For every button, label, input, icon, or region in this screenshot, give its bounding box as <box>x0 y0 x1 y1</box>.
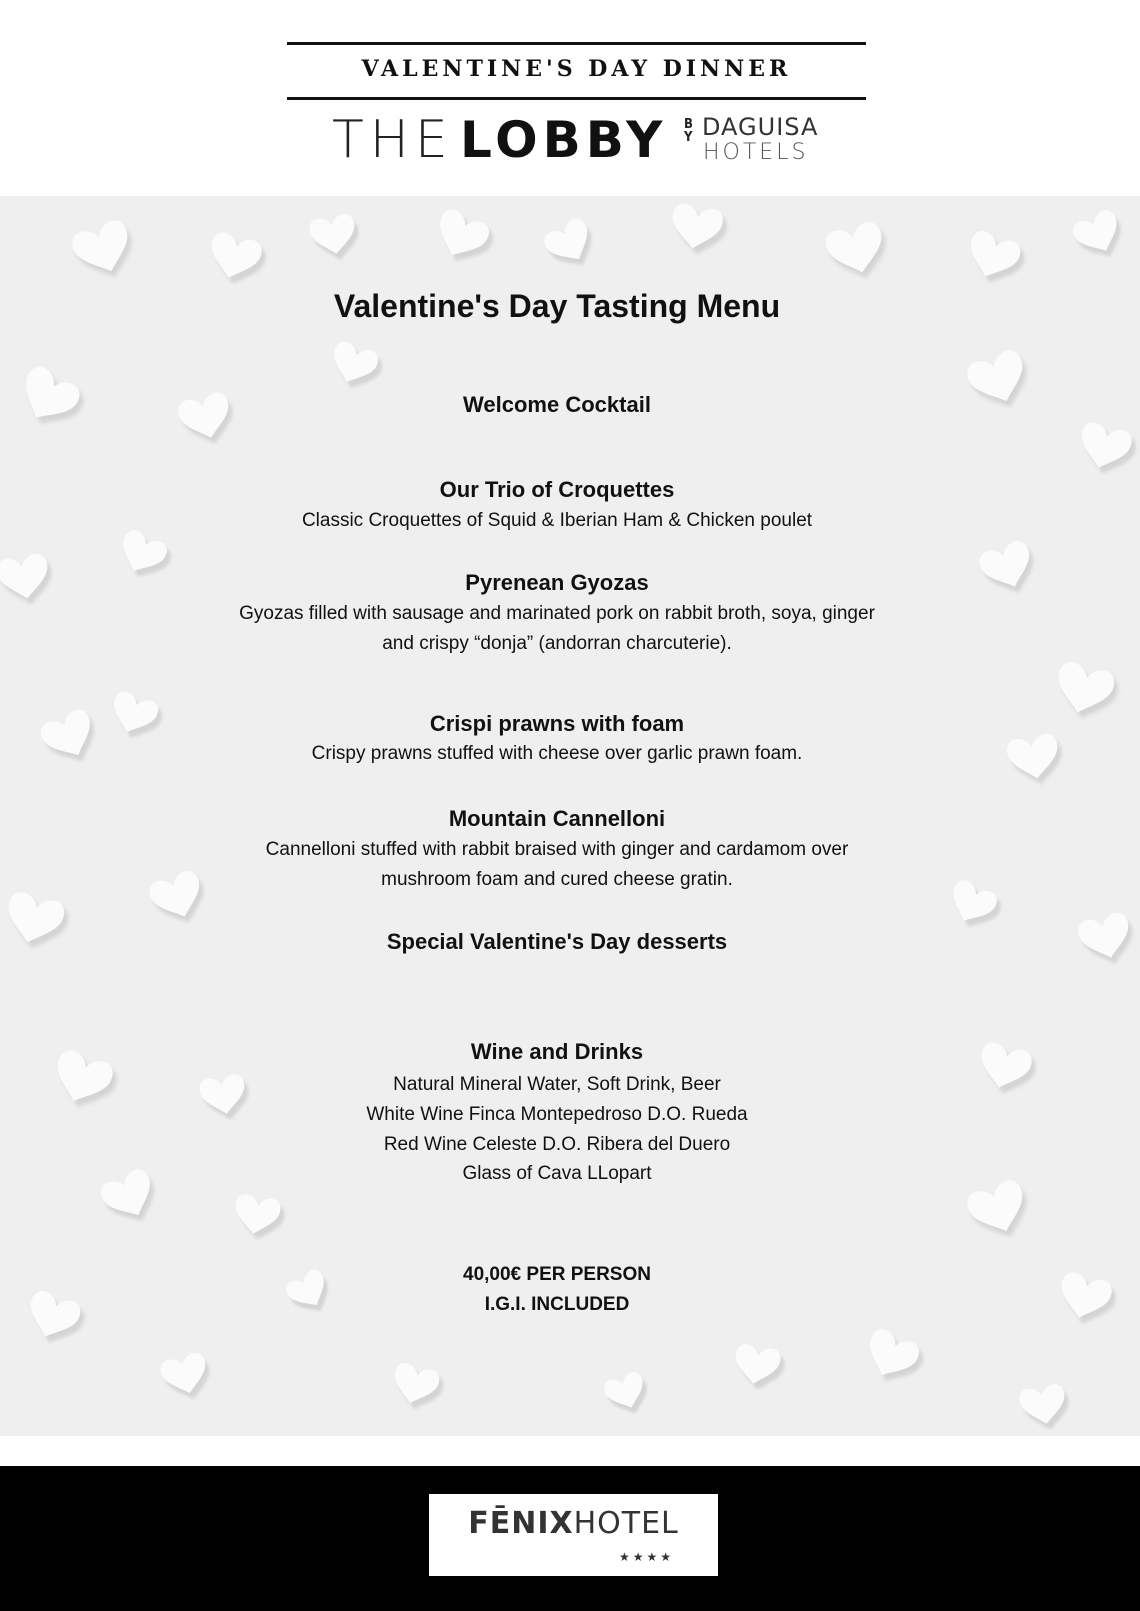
menu-area <box>0 196 1140 1436</box>
logo-the: THE <box>332 110 454 170</box>
logo-lobby: LOBBY <box>460 111 668 169</box>
logo-by: BY <box>684 117 693 145</box>
header <box>0 0 1140 196</box>
header-rule-top <box>287 42 866 45</box>
logo-fenix: FĒNIX <box>468 1506 574 1541</box>
menu-content <box>0 196 1140 1436</box>
drink-line: Natural Mineral Water, Soft Drink, Beer <box>393 1074 721 1095</box>
logo-daguisa: DAGUISA <box>702 113 819 141</box>
footer <box>0 1466 1140 1611</box>
fenix-hotel-logo-text <box>429 1506 718 1541</box>
menu-title: Valentine's Day Tasting Menu <box>333 288 781 324</box>
logo-hotels: HOTELS <box>703 140 809 165</box>
drink-line: White Wine Finca Montepedroso D.O. Rueda <box>366 1104 748 1125</box>
price-note: I.G.I. INCLUDED <box>484 1294 630 1315</box>
the-lobby-logo <box>332 112 832 168</box>
drink-line: Red Wine Celeste D.O. Ribera del Duero <box>383 1134 731 1155</box>
dish-description: mushroom foam and cured cheese gratin. <box>381 869 733 890</box>
dish-name: Special Valentine's Day desserts <box>386 929 728 954</box>
drink-line: Glass of Cava LLopart <box>462 1163 652 1184</box>
price-line: 40,00€ PER PERSON <box>463 1264 651 1285</box>
header-rule-bottom <box>287 97 866 100</box>
star-rating: ★★★★ <box>619 1550 675 1564</box>
dish-description: Gyozas filled with sausage and marinated pork on rabbit broth, soya, ginger <box>239 603 875 624</box>
event-title: VALENTINE'S DAY DINNER <box>361 56 792 82</box>
logo-hotel: HOTEL <box>573 1506 679 1541</box>
drinks-title: Wine and Drinks <box>470 1039 644 1064</box>
dish-name: Pyrenean Gyozas <box>465 570 649 595</box>
dish-description: and crispy “donja” (andorran charcuterie). <box>382 633 732 654</box>
dish-description: Classic Croquettes of Squid & Iberian Ham & Chicken poulet <box>301 510 813 531</box>
dish-name: Mountain Cannelloni <box>448 806 666 831</box>
dish-name: Our Trio of Croquettes <box>439 477 675 502</box>
dish-description: Cannelloni stuffed with rabbit braised with ginger and cardamom over <box>265 839 849 860</box>
fenix-hotel-logo <box>429 1494 718 1576</box>
dish-name: Crispi prawns with foam <box>429 711 685 736</box>
welcome-cocktail: Welcome Cocktail <box>463 392 651 417</box>
dish-description: Crispy prawns stuffed with cheese over garlic prawn foam. <box>311 743 803 764</box>
